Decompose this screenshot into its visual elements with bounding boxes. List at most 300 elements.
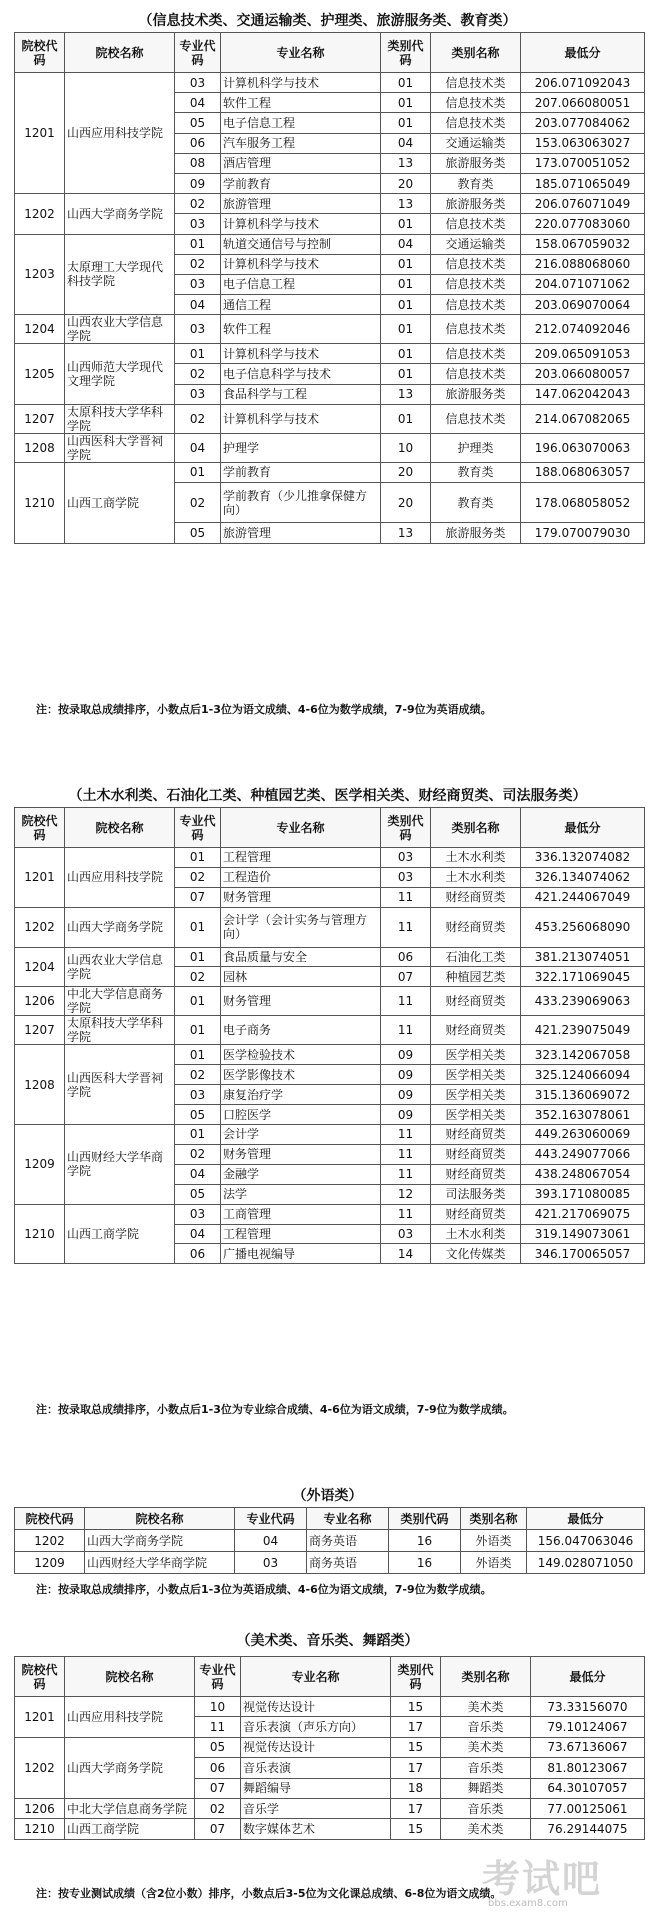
min-score-cell: 315.136069072	[521, 1085, 645, 1105]
category-name-cell: 财经商贸类	[431, 1124, 521, 1144]
category-name-cell: 土木水利类	[431, 1224, 521, 1244]
major-code-cell: 07	[195, 1778, 241, 1798]
min-score-cell: 421.239075049	[521, 1016, 645, 1045]
column-header: 最低分	[521, 33, 645, 73]
min-score-cell: 81.80123067	[531, 1758, 645, 1778]
major-name-cell: 通信工程	[221, 295, 381, 315]
category-name-cell: 信息技术类	[431, 113, 521, 133]
school-code-cell: 1207	[15, 1016, 65, 1045]
column-header: 类别代码	[391, 1657, 441, 1697]
category-code-cell: 16	[389, 1530, 461, 1552]
min-score-cell: 185.071065049	[521, 173, 645, 193]
min-score-cell: 173.070051052	[521, 153, 645, 173]
major-code-cell: 03	[175, 274, 221, 294]
column-header: 院校代码	[15, 1508, 85, 1530]
min-score-cell: 453.256068090	[521, 907, 645, 947]
watermark-logo	[482, 1848, 642, 1914]
column-header: 专业代码	[235, 1508, 307, 1530]
min-score-cell: 352.163078061	[521, 1105, 645, 1125]
category-name-cell: 外语类	[461, 1530, 527, 1552]
category-name-cell: 音乐类	[441, 1717, 531, 1737]
major-name-cell: 会计学	[221, 1124, 381, 1144]
min-score-cell: 323.142067058	[521, 1045, 645, 1065]
major-name-cell: 酒店管理	[221, 153, 381, 173]
major-code-cell: 02	[195, 1798, 241, 1818]
min-score-cell: 147.062042043	[521, 384, 645, 404]
column-header: 专业代码	[195, 1657, 241, 1697]
school-code-cell: 1208	[15, 433, 65, 462]
school-code-cell: 1207	[15, 404, 65, 433]
school-name-cell: 山西工商学院	[65, 1204, 175, 1264]
major-code-cell: 03	[175, 73, 221, 93]
major-code-cell: 06	[195, 1758, 241, 1778]
section2-note: 注：按录取总成绩排序，小数点后1-3位为专业综合成绩、4-6位为语文成绩，7-9位为数学成绩。	[36, 1403, 514, 1416]
category-name-cell: 财经商贸类	[431, 987, 521, 1016]
section4-table	[14, 1656, 645, 1840]
category-code-cell: 01	[381, 274, 431, 294]
category-code-cell: 11	[381, 1016, 431, 1045]
min-score-cell: 76.29144075	[531, 1819, 645, 1839]
category-code-cell: 20	[381, 483, 431, 523]
school-code-cell: 1206	[15, 987, 65, 1016]
category-code-cell: 11	[381, 1164, 431, 1184]
category-name-cell: 文化传媒类	[431, 1244, 521, 1264]
column-header: 院校代码	[15, 808, 65, 848]
category-code-cell: 01	[381, 344, 431, 364]
category-code-cell: 11	[381, 887, 431, 907]
major-name-cell: 计算机科学与技术	[221, 73, 381, 93]
school-name-cell: 山西应用科技学院	[65, 848, 175, 908]
category-code-cell: 17	[391, 1717, 441, 1737]
school-name-cell: 山西大学商务学院	[65, 1737, 195, 1798]
school-name-cell: 太原科技大学华科学院	[65, 1016, 175, 1045]
category-name-cell: 美术类	[441, 1737, 531, 1757]
category-name-cell: 医学相关类	[431, 1105, 521, 1125]
column-header: 最低分	[521, 808, 645, 848]
school-code-cell: 1202	[15, 194, 65, 234]
school-code-cell: 1209	[15, 1552, 85, 1574]
category-code-cell: 09	[381, 1065, 431, 1085]
major-code-cell: 08	[175, 153, 221, 173]
major-name-cell: 财务管理	[221, 987, 381, 1016]
major-name-cell: 电子信息工程	[221, 274, 381, 294]
min-score-cell: 322.171069045	[521, 967, 645, 987]
school-name-cell: 山西财经大学华商学院	[85, 1552, 235, 1574]
school-code-cell: 1202	[15, 907, 65, 947]
header-row	[15, 1657, 645, 1697]
category-code-cell: 13	[381, 153, 431, 173]
school-name-cell: 山西财经大学华商学院	[65, 1124, 175, 1204]
category-name-cell: 音乐类	[441, 1758, 531, 1778]
table-row	[15, 1204, 645, 1224]
major-code-cell: 05	[175, 113, 221, 133]
major-code-cell: 01	[175, 1124, 221, 1144]
major-code-cell: 01	[175, 1045, 221, 1065]
major-name-cell: 电子信息科学与技术	[221, 364, 381, 384]
section3-table	[14, 1507, 645, 1574]
category-name-cell: 司法服务类	[431, 1184, 521, 1204]
major-name-cell: 电子商务	[221, 1016, 381, 1045]
category-code-cell: 20	[381, 173, 431, 193]
category-code-cell: 01	[381, 404, 431, 433]
category-name-cell: 旅游服务类	[431, 523, 521, 543]
category-code-cell: 11	[381, 1124, 431, 1144]
section2-title: （土木水利类、石油化工类、种植园艺类、医学相关类、财经商贸类、司法服务类）	[68, 788, 587, 804]
min-score-cell: 206.071092043	[521, 73, 645, 93]
category-name-cell: 种植园艺类	[431, 967, 521, 987]
major-name-cell: 食品质量与安全	[221, 947, 381, 967]
major-name-cell: 学前教育	[221, 462, 381, 482]
school-code-cell: 1210	[15, 1204, 65, 1264]
category-code-cell: 07	[381, 967, 431, 987]
major-name-cell: 园林	[221, 967, 381, 987]
school-name-cell: 中北大学信息商务学院	[65, 987, 175, 1016]
major-name-cell: 旅游管理	[221, 194, 381, 214]
major-code-cell: 10	[195, 1697, 241, 1717]
table-row	[15, 344, 645, 364]
min-score-cell: 149.028071050	[527, 1552, 645, 1574]
major-name-cell: 软件工程	[221, 93, 381, 113]
category-code-cell: 14	[381, 1244, 431, 1264]
major-name-cell: 音乐学	[241, 1798, 391, 1818]
table-row	[15, 1819, 645, 1839]
category-code-cell: 01	[381, 295, 431, 315]
major-code-cell: 05	[175, 1184, 221, 1204]
category-name-cell: 信息技术类	[431, 214, 521, 234]
school-name-cell: 山西工商学院	[65, 462, 175, 543]
column-header: 类别代码	[381, 33, 431, 73]
major-code-cell: 02	[175, 364, 221, 384]
min-score-cell: 179.070079030	[521, 523, 645, 543]
category-name-cell: 医学相关类	[431, 1045, 521, 1065]
category-code-cell: 11	[381, 1144, 431, 1164]
category-name-cell: 信息技术类	[431, 315, 521, 344]
category-code-cell: 17	[391, 1758, 441, 1778]
school-name-cell: 中北大学信息商务学院	[65, 1798, 195, 1818]
table-row	[15, 907, 645, 947]
major-name-cell: 汽车服务工程	[221, 133, 381, 153]
school-code-cell: 1201	[15, 1697, 65, 1738]
major-code-cell: 03	[175, 315, 221, 344]
category-name-cell: 教育类	[431, 173, 521, 193]
major-name-cell: 数字媒体艺术	[241, 1819, 391, 1839]
major-name-cell: 商务英语	[307, 1530, 389, 1552]
major-code-cell: 03	[175, 1085, 221, 1105]
min-score-cell: 212.074092046	[521, 315, 645, 344]
major-name-cell: 学前教育（少儿推拿保健方向）	[221, 483, 381, 523]
major-name-cell: 计算机科学与技术	[221, 214, 381, 234]
major-name-cell: 电子信息工程	[221, 113, 381, 133]
major-name-cell: 工商管理	[221, 1204, 381, 1224]
category-code-cell: 04	[381, 133, 431, 153]
min-score-cell: 214.067082065	[521, 404, 645, 433]
table-row	[15, 1697, 645, 1717]
table-row	[15, 462, 645, 482]
column-header: 专业名称	[221, 33, 381, 73]
min-score-cell: 336.132074082	[521, 848, 645, 868]
table-row	[15, 234, 645, 254]
min-score-cell: 421.244067049	[521, 887, 645, 907]
min-score-cell: 73.33156070	[531, 1697, 645, 1717]
major-code-cell: 03	[175, 214, 221, 234]
major-name-cell: 视觉传达设计	[241, 1697, 391, 1717]
min-score-cell: 421.217069075	[521, 1204, 645, 1224]
school-code-cell: 1201	[15, 848, 65, 908]
major-name-cell: 软件工程	[221, 315, 381, 344]
category-name-cell: 医学相关类	[431, 1065, 521, 1085]
watermark-text: 考试吧	[482, 1857, 603, 1901]
min-score-cell: 216.088068060	[521, 254, 645, 274]
school-code-cell: 1205	[15, 344, 65, 405]
min-score-cell: 325.124066094	[521, 1065, 645, 1085]
school-code-cell: 1208	[15, 1045, 65, 1125]
table-row	[15, 848, 645, 868]
school-code-cell: 1202	[15, 1737, 65, 1798]
min-score-cell: 438.248067054	[521, 1164, 645, 1184]
category-name-cell: 护理类	[431, 433, 521, 462]
major-code-cell: 02	[175, 254, 221, 274]
category-code-cell: 17	[391, 1798, 441, 1818]
column-header: 专业名称	[241, 1657, 391, 1697]
major-name-cell: 计算机科学与技术	[221, 254, 381, 274]
category-name-cell: 财经商贸类	[431, 1204, 521, 1224]
major-code-cell: 03	[175, 1204, 221, 1224]
school-name-cell: 山西大学商务学院	[65, 194, 175, 234]
column-header: 专业代码	[175, 33, 221, 73]
school-name-cell: 山西师范大学现代文理学院	[65, 344, 175, 405]
major-name-cell: 计算机科学与技术	[221, 404, 381, 433]
major-name-cell: 轨道交通信号与控制	[221, 234, 381, 254]
major-code-cell: 04	[175, 433, 221, 462]
major-code-cell: 01	[175, 234, 221, 254]
category-code-cell: 01	[381, 214, 431, 234]
min-score-cell: 188.068063057	[521, 462, 645, 482]
category-code-cell: 09	[381, 1105, 431, 1125]
major-code-cell: 01	[175, 848, 221, 868]
category-code-cell: 13	[381, 194, 431, 214]
school-code-cell: 1201	[15, 73, 65, 194]
category-code-cell: 18	[391, 1778, 441, 1798]
section1-note: 注：按录取总成绩排序，小数点后1-3位为语文成绩、4-6位为数学成绩，7-9位为英语成绩。	[36, 703, 492, 716]
min-score-cell: 433.239069063	[521, 987, 645, 1016]
school-name-cell: 太原科技大学华科学院	[65, 404, 175, 433]
major-code-cell: 06	[175, 133, 221, 153]
column-header: 类别名称	[461, 1508, 527, 1530]
category-name-cell: 旅游服务类	[431, 384, 521, 404]
category-name-cell: 音乐类	[441, 1798, 531, 1818]
major-code-cell: 01	[175, 907, 221, 947]
category-code-cell: 03	[381, 867, 431, 887]
category-code-cell: 13	[381, 384, 431, 404]
table-row	[15, 987, 645, 1016]
table-row	[15, 1552, 645, 1574]
category-code-cell: 01	[381, 254, 431, 274]
min-score-cell: 381.213074051	[521, 947, 645, 967]
major-name-cell: 护理学	[221, 433, 381, 462]
major-code-cell: 04	[175, 295, 221, 315]
min-score-cell: 203.077084062	[521, 113, 645, 133]
category-code-cell: 03	[381, 1224, 431, 1244]
major-name-cell: 口腔医学	[221, 1105, 381, 1125]
major-name-cell: 广播电视编导	[221, 1244, 381, 1264]
column-header: 院校名称	[85, 1508, 235, 1530]
major-code-cell: 03	[175, 384, 221, 404]
category-code-cell: 01	[381, 364, 431, 384]
category-code-cell: 01	[381, 93, 431, 113]
major-name-cell: 视觉传达设计	[241, 1737, 391, 1757]
category-name-cell: 美术类	[441, 1819, 531, 1839]
major-code-cell: 09	[175, 173, 221, 193]
major-code-cell: 11	[195, 1717, 241, 1737]
school-name-cell: 山西工商学院	[65, 1819, 195, 1839]
category-name-cell: 医学相关类	[431, 1085, 521, 1105]
category-code-cell: 11	[381, 987, 431, 1016]
min-score-cell: 326.134074062	[521, 867, 645, 887]
column-header: 院校代码	[15, 1657, 65, 1697]
category-code-cell: 11	[381, 907, 431, 947]
school-code-cell: 1206	[15, 1798, 65, 1818]
major-code-cell: 04	[175, 93, 221, 113]
major-code-cell: 02	[175, 867, 221, 887]
major-name-cell: 旅游管理	[221, 523, 381, 543]
school-code-cell: 1209	[15, 1124, 65, 1204]
column-header: 院校名称	[65, 808, 175, 848]
min-score-cell: 79.10124067	[531, 1717, 645, 1737]
min-score-cell: 73.67136067	[531, 1737, 645, 1757]
category-name-cell: 土木水利类	[431, 867, 521, 887]
section2-table	[14, 807, 645, 1264]
major-code-cell: 03	[235, 1552, 307, 1574]
table-row	[15, 73, 645, 93]
min-score-cell: 196.063070063	[521, 433, 645, 462]
category-name-cell: 财经商贸类	[431, 907, 521, 947]
major-name-cell: 商务英语	[307, 1552, 389, 1574]
table-row	[15, 315, 645, 344]
category-name-cell: 美术类	[441, 1697, 531, 1717]
section1-table	[14, 32, 645, 544]
major-code-cell: 05	[175, 523, 221, 543]
min-score-cell: 449.263060069	[521, 1124, 645, 1144]
major-code-cell: 05	[195, 1737, 241, 1757]
major-name-cell: 音乐表演（声乐方向）	[241, 1717, 391, 1737]
school-code-cell: 1204	[15, 315, 65, 344]
school-code-cell: 1210	[15, 462, 65, 543]
category-name-cell: 财经商贸类	[431, 1016, 521, 1045]
header-row	[15, 33, 645, 73]
min-score-cell: 207.066080051	[521, 93, 645, 113]
major-name-cell: 财务管理	[221, 1144, 381, 1164]
category-code-cell: 20	[381, 462, 431, 482]
category-name-cell: 信息技术类	[431, 295, 521, 315]
major-name-cell: 工程造价	[221, 867, 381, 887]
category-name-cell: 土木水利类	[431, 848, 521, 868]
column-header: 类别名称	[441, 1657, 531, 1697]
category-name-cell: 交通运输类	[431, 234, 521, 254]
major-name-cell: 食品科学与工程	[221, 384, 381, 404]
min-score-cell: 209.065091053	[521, 344, 645, 364]
school-code-cell: 1210	[15, 1819, 65, 1839]
category-code-cell: 15	[391, 1737, 441, 1757]
category-code-cell: 01	[381, 315, 431, 344]
school-name-cell: 山西医科大学晋祠学院	[65, 433, 175, 462]
section4-title: （美术类、音乐类、舞蹈类）	[236, 1633, 419, 1649]
section4-note: 注：按专业测试成绩（含2位小数）排序，小数点后3-5位为文化课总成绩、6-8位为语文成绩。	[36, 1887, 502, 1900]
min-score-cell: 319.149073061	[521, 1224, 645, 1244]
min-score-cell: 158.067059032	[521, 234, 645, 254]
major-name-cell: 医学影像技术	[221, 1065, 381, 1085]
major-name-cell: 音乐表演	[241, 1758, 391, 1778]
major-code-cell: 01	[175, 344, 221, 364]
table-row	[15, 433, 645, 462]
major-name-cell: 财务管理	[221, 887, 381, 907]
major-name-cell: 康复治疗学	[221, 1085, 381, 1105]
category-code-cell: 09	[381, 1085, 431, 1105]
min-score-cell: 220.077083060	[521, 214, 645, 234]
min-score-cell: 346.170065057	[521, 1244, 645, 1264]
category-name-cell: 信息技术类	[431, 73, 521, 93]
category-code-cell: 01	[381, 113, 431, 133]
major-code-cell: 01	[175, 947, 221, 967]
major-code-cell: 06	[175, 1244, 221, 1264]
major-code-cell: 07	[195, 1819, 241, 1839]
category-name-cell: 舞蹈类	[441, 1778, 531, 1798]
min-score-cell: 393.171080085	[521, 1184, 645, 1204]
min-score-cell: 77.00125061	[531, 1798, 645, 1818]
column-header: 专业代码	[175, 808, 221, 848]
watermark-url: bbs.exam8.com	[488, 1898, 568, 1909]
major-name-cell: 工程管理	[221, 848, 381, 868]
header-row	[15, 1508, 645, 1530]
category-name-cell: 旅游服务类	[431, 153, 521, 173]
major-name-cell: 金融学	[221, 1164, 381, 1184]
category-code-cell: 15	[391, 1697, 441, 1717]
major-name-cell: 学前教育	[221, 173, 381, 193]
category-name-cell: 信息技术类	[431, 404, 521, 433]
major-code-cell: 02	[175, 1065, 221, 1085]
category-name-cell: 财经商贸类	[431, 887, 521, 907]
major-name-cell: 会计学（会计实务与管理方向）	[221, 907, 381, 947]
min-score-cell: 178.068058052	[521, 483, 645, 523]
section1-title: （信息技术类、交通运输类、护理类、旅游服务类、教育类）	[138, 13, 517, 29]
category-code-cell: 13	[381, 523, 431, 543]
table-row	[15, 1124, 645, 1144]
school-name-cell: 山西应用科技学院	[65, 73, 175, 194]
major-code-cell: 02	[175, 1144, 221, 1164]
section3-title: （外语类）	[292, 1488, 363, 1504]
school-name-cell: 山西农业大学信息学院	[65, 315, 175, 344]
school-code-cell: 1203	[15, 234, 65, 315]
min-score-cell: 204.071071062	[521, 274, 645, 294]
category-name-cell: 教育类	[431, 462, 521, 482]
category-name-cell: 交通运输类	[431, 133, 521, 153]
table-row	[15, 1737, 645, 1757]
category-code-cell: 10	[381, 433, 431, 462]
column-header: 最低分	[531, 1657, 645, 1697]
category-name-cell: 财经商贸类	[431, 1164, 521, 1184]
school-name-cell: 太原理工大学现代科技学院	[65, 234, 175, 315]
major-name-cell: 工程管理	[221, 1224, 381, 1244]
major-code-cell: 04	[175, 1224, 221, 1244]
category-name-cell: 信息技术类	[431, 274, 521, 294]
table-row	[15, 1530, 645, 1552]
min-score-cell: 153.063063027	[521, 133, 645, 153]
table-row	[15, 1798, 645, 1818]
column-header: 专业名称	[221, 808, 381, 848]
major-code-cell: 02	[175, 194, 221, 214]
header-row	[15, 808, 645, 848]
column-header: 类别名称	[431, 33, 521, 73]
major-code-cell: 04	[235, 1530, 307, 1552]
